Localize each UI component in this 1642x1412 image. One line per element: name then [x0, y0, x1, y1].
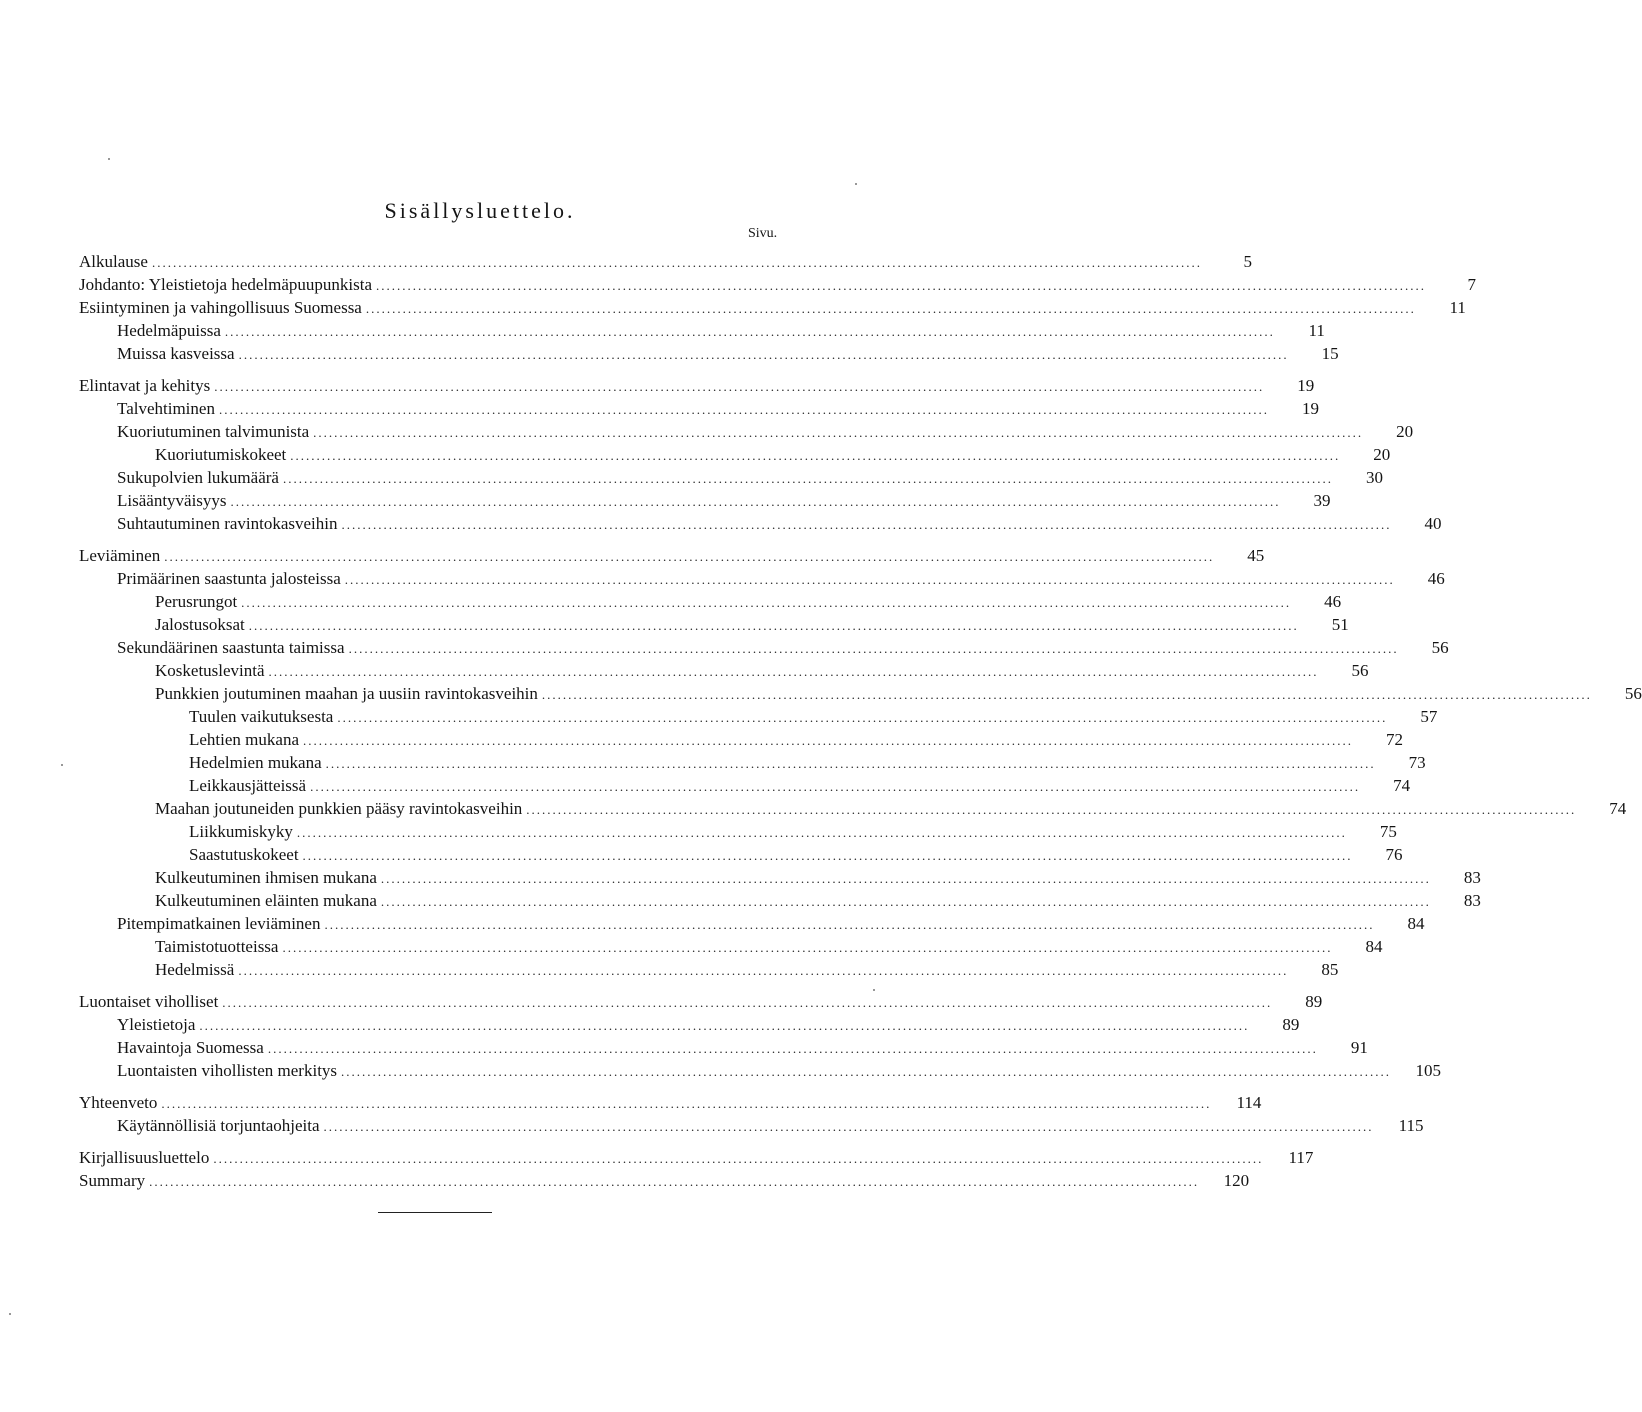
toc-entry — [117, 567, 1445, 590]
toc-entry-page: 56 — [1431, 638, 1449, 657]
dot-leader: ........................................................................................................................................................................................................ — [296, 825, 1347, 840]
toc-entry — [155, 613, 1349, 636]
toc-entry-page: 117 — [1288, 1148, 1314, 1167]
toc-entry-label: Havaintoja Suomessa — [117, 1038, 264, 1057]
toc-entry-label: Hedelmissä — [155, 960, 235, 979]
toc-entry-page: 73 — [1408, 753, 1426, 772]
toc-entry-label: Esiintyminen ja vahingollisuus Suomessa — [79, 298, 362, 317]
toc-entry-page: 83 — [1463, 868, 1481, 887]
toc-entry-page: 45 — [1247, 546, 1265, 565]
toc-entry-label: Sekundäärinen saastunta taimissa — [117, 638, 345, 657]
dot-leader: ........................................................................................................................................................................................................ — [341, 517, 1392, 532]
toc-entry — [155, 659, 1369, 682]
toc-entry — [79, 1146, 1314, 1169]
dot-leader: ........................................................................................................................................................................................................ — [376, 278, 1427, 293]
toc-entry-page: 72 — [1386, 730, 1403, 749]
paper-speck — [61, 764, 63, 766]
dot-leader: ........................................................................................................................................................................................................ — [541, 687, 1592, 702]
toc-entry-label: Kulkeutuminen eläinten mukana — [155, 891, 377, 910]
toc-entry-label: Hedelmäpuissa — [117, 321, 221, 340]
toc-entry — [189, 843, 1403, 866]
dot-leader: ........................................................................................................................................................................................................ — [238, 347, 1289, 362]
dot-leader: ........................................................................................................................................................................................................ — [238, 963, 1289, 978]
toc-entry-label: Kuoriutumiskokeet — [155, 445, 287, 464]
toc-entry-page: 39 — [1313, 491, 1331, 510]
divider — [378, 1212, 492, 1213]
toc-entry — [117, 466, 1383, 489]
toc-entry-page: 51 — [1331, 615, 1349, 634]
dot-leader: ........................................................................................................................................................................................................ — [213, 1151, 1264, 1166]
toc-entry-page: 89 — [1282, 1015, 1300, 1034]
toc-entry-page: 40 — [1424, 514, 1442, 533]
toc-entry-page: 120 — [1223, 1171, 1250, 1190]
toc-entry-page: 84 — [1407, 914, 1425, 933]
toc-entry — [189, 774, 1411, 797]
toc-entry — [117, 912, 1425, 935]
toc-entry-label: Hedelmien mukana — [189, 753, 322, 772]
dot-leader: ........................................................................................................................................................................................................ — [303, 733, 1353, 748]
toc-entry-page: 83 — [1463, 891, 1481, 910]
toc-entry — [155, 889, 1481, 912]
toc-entry-label: Jalostusoksat — [155, 615, 245, 634]
toc-entry-page: 15 — [1321, 344, 1339, 363]
toc-entry — [79, 990, 1323, 1013]
toc-entry-label: Johdanto: Yleistietoja hedelmäpuupunkista — [79, 275, 373, 294]
toc-entry-label: Liikkumiskyky — [189, 822, 293, 841]
toc-entry — [79, 374, 1315, 397]
toc-entry-label: Kulkeutuminen ihmisen mukana — [155, 868, 377, 887]
toc-entry-label: Leviäminen — [79, 546, 161, 565]
page-title: Sisällysluettelo. — [384, 198, 576, 223]
toc-entry-page: 46 — [1427, 569, 1445, 588]
toc-entry-page: 56 — [1351, 661, 1369, 680]
toc-entry — [117, 420, 1414, 443]
toc-entry-label: Kirjallisuusluettelo — [79, 1148, 210, 1167]
toc-entry-page: 89 — [1305, 992, 1323, 1011]
toc-entry-page: 20 — [1373, 445, 1391, 464]
paper-speck — [9, 1313, 11, 1315]
dot-leader: ........................................................................................................................................................................................................ — [325, 756, 1376, 771]
toc-entry-label: Summary — [79, 1171, 146, 1190]
paper-speck — [855, 183, 857, 185]
toc-entry-label: Lehtien mukana — [189, 730, 299, 749]
toc-entry — [189, 728, 1403, 751]
toc-entry — [117, 512, 1442, 535]
dot-leader: ........................................................................................................................................................................................................ — [230, 494, 1281, 509]
dot-leader: ........................................................................................................................................................................................................ — [526, 802, 1577, 817]
toc-entry — [155, 682, 1642, 705]
toc-entry-page: 76 — [1385, 845, 1403, 864]
dot-leader: ........................................................................................................................................................................................................ — [323, 1119, 1374, 1134]
toc-entry — [189, 705, 1438, 728]
toc-entry-label: Yhteenveto — [79, 1093, 158, 1112]
toc-entry-page: 57 — [1420, 707, 1438, 726]
dot-leader: ........................................................................................................................................................................................................ — [268, 664, 1319, 679]
toc-entry-label: Taimistotuotteissa — [155, 937, 279, 956]
toc-entry-page: 85 — [1321, 960, 1339, 979]
page-column-label: Sivu. — [748, 226, 778, 241]
dot-leader: ........................................................................................................................................................................................................ — [344, 572, 1395, 587]
toc-entry — [117, 1114, 1424, 1137]
dot-leader: ........................................................................................................................................................................................................ — [380, 894, 1431, 909]
dot-leader: ........................................................................................................................................................................................................ — [302, 848, 1353, 863]
dot-leader: ........................................................................................................................................................................................................ — [341, 1064, 1392, 1079]
dot-leader: ........................................................................................................................................................................................................ — [199, 1018, 1250, 1033]
dot-leader: ........................................................................................................................................................................................................ — [324, 917, 1375, 932]
dot-leader: ........................................................................................................................................................................................................ — [267, 1041, 1318, 1056]
toc-entry — [79, 1091, 1262, 1114]
toc-entry-page: 75 — [1379, 822, 1397, 841]
paper-speck — [873, 989, 875, 991]
toc-entry-page: 105 — [1415, 1061, 1442, 1080]
toc-entry-page: 74 — [1609, 799, 1627, 818]
dot-leader: ........................................................................................................................................................................................................ — [310, 779, 1361, 794]
dot-leader: ........................................................................................................................................................................................................ — [218, 402, 1269, 417]
dot-leader: ........................................................................................................................................................................................................ — [290, 448, 1341, 463]
paper-speck — [108, 158, 110, 160]
toc-entry-page: 19 — [1297, 376, 1315, 395]
toc-entry — [79, 1169, 1250, 1192]
dot-leader: ........................................................................................................................................................................................................ — [222, 995, 1273, 1010]
dot-leader: ........................................................................................................................................................................................................ — [224, 324, 1275, 339]
toc-entry-label: Perusrungot — [155, 592, 238, 611]
toc-entry-label: Käytännöllisiä torjuntaohjeita — [117, 1116, 320, 1135]
toc-entry-label: Maahan joutuneiden punkkien pääsy ravintokasveihin — [155, 799, 523, 818]
toc-entry-label: Alkulause — [79, 252, 148, 271]
dot-leader: ........................................................................................................................................................................................................ — [282, 471, 1333, 486]
toc-entry-page: 20 — [1396, 422, 1414, 441]
toc-entry — [79, 296, 1466, 319]
dot-leader: ........................................................................................................................................................................................................ — [380, 871, 1431, 886]
toc-entry-label: Sukupolvien lukumäärä — [117, 468, 279, 487]
toc-entry-page: 5 — [1243, 252, 1252, 271]
toc-entry-label: Elintavat ja kehitys — [79, 376, 211, 395]
toc-entry — [117, 636, 1449, 659]
dot-leader: ........................................................................................................................................................................................................ — [161, 1096, 1212, 1111]
dot-leader: ........................................................................................................................................................................................................ — [348, 641, 1399, 656]
toc-entry — [189, 751, 1426, 774]
toc-entry-label: Luontaisten vihollisten merkitys — [117, 1061, 338, 1080]
toc-entry-label: Yleistietoja — [117, 1015, 196, 1034]
toc-entry-label: Punkkien joutuminen maahan ja uusiin ravintokasveihin — [155, 684, 538, 703]
toc-entry-label: Leikkausjätteissä — [189, 776, 307, 795]
toc-entry-page: 74 — [1393, 776, 1411, 795]
toc-entry — [117, 397, 1319, 420]
toc-entry-page: 11 — [1449, 298, 1466, 317]
toc-entry — [155, 935, 1383, 958]
toc-entry — [155, 590, 1342, 613]
toc-entry — [117, 319, 1325, 342]
dot-leader: ........................................................................................................................................................................................................ — [151, 255, 1202, 270]
toc-entry-label: Primäärinen saastunta jalosteissa — [117, 569, 341, 588]
dot-leader: ........................................................................................................................................................................................................ — [241, 595, 1292, 610]
toc-entry-page: 46 — [1324, 592, 1342, 611]
toc-entry-page: 115 — [1398, 1116, 1424, 1135]
toc-entry-label: Kosketuslevintä — [155, 661, 265, 680]
toc-entry-page: 84 — [1365, 937, 1383, 956]
toc-entry-page: 11 — [1308, 321, 1325, 340]
toc-entry-page: 19 — [1301, 399, 1319, 418]
toc-entry — [117, 342, 1339, 365]
toc-entry-label: Pitempimatkainen leviäminen — [117, 914, 321, 933]
toc-entry — [117, 1013, 1300, 1036]
toc-entry-label: Kuoriutuminen talvimunista — [117, 422, 310, 441]
toc-entry-page: 91 — [1350, 1038, 1368, 1057]
toc-entry — [155, 958, 1339, 981]
toc-entry — [79, 250, 1252, 273]
toc-entry — [155, 797, 1627, 820]
dot-leader: ........................................................................................................................................................................................................ — [282, 940, 1333, 955]
toc-entry-page: 56 — [1624, 684, 1642, 703]
dot-leader: ........................................................................................................................................................................................................ — [337, 710, 1388, 725]
toc-entry — [117, 489, 1331, 512]
toc-entry-label: Luontaiset viholliset — [79, 992, 219, 1011]
dot-leader: ........................................................................................................................................................................................................ — [149, 1174, 1200, 1189]
toc-entry-page: 114 — [1236, 1093, 1262, 1112]
dot-leader: ........................................................................................................................................................................................................ — [164, 549, 1215, 564]
toc-entry-label: Suhtautuminen ravintokasveihin — [117, 514, 338, 533]
toc-entry-page: 30 — [1365, 468, 1383, 487]
dot-leader: ........................................................................................................................................................................................................ — [214, 379, 1265, 394]
toc-entry — [155, 443, 1391, 466]
toc-entry-label: Lisääntyväisyys — [117, 491, 227, 510]
toc-entry-label: Tuulen vaikutuksesta — [189, 707, 334, 726]
toc-entry — [117, 1036, 1368, 1059]
toc-entry — [79, 273, 1477, 296]
toc-entry-label: Talvehtiminen — [117, 399, 215, 418]
dot-leader: ........................................................................................................................................................................................................ — [248, 618, 1299, 633]
toc-entry — [79, 544, 1265, 567]
toc-entry-label: Muissa kasveissa — [117, 344, 235, 363]
toc-entry-label: Saastutuskokeet — [189, 845, 299, 864]
toc-entry — [155, 866, 1481, 889]
toc-entry — [117, 1059, 1442, 1082]
dot-leader: ........................................................................................................................................................................................................ — [313, 425, 1364, 440]
toc-entry-page: 7 — [1467, 275, 1477, 294]
toc-entry — [189, 820, 1397, 843]
dot-leader: ........................................................................................................................................................................................................ — [365, 301, 1416, 316]
